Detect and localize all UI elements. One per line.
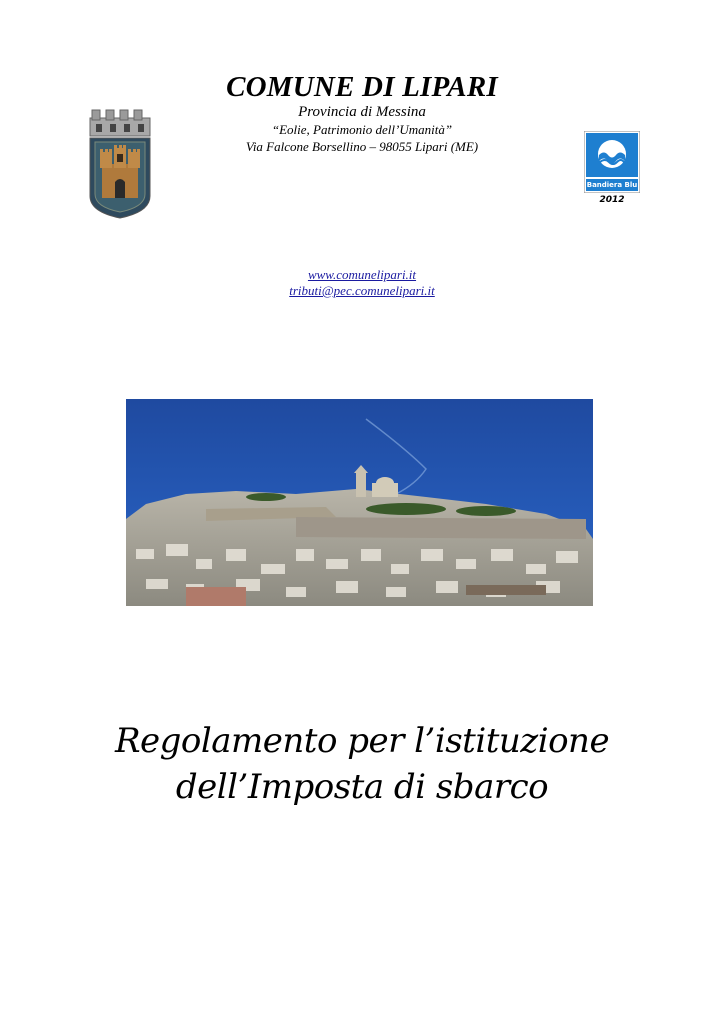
document-title-line-1: Regolamento per l’istituzione [114,721,610,761]
document-title-line-2: dell’Imposta di sbarco [175,767,549,807]
email-link[interactable]: tributi@pec.comunelipari.it [289,283,435,298]
document-title [80,718,644,810]
letterhead [200,70,524,155]
lipari-photo-illustration [126,399,593,606]
province-line: Provincia di Messina [298,104,426,120]
municipality-title: COMUNE DI LIPARI [226,71,498,103]
coat-of-arms [86,108,154,220]
bandiera-blu-label: Bandiera Blu [586,181,638,189]
coat-of-arms-icon [86,108,154,220]
contacts-block [200,267,524,299]
website-link[interactable]: www.comunelipari.it [307,267,417,282]
bandiera-blu-year: 2012 [599,195,625,205]
motto-line: “Eolie, Patrimonio dell’Umanità” [271,122,453,137]
bandiera-blu-badge [584,131,640,193]
lipari-castle-photo [126,399,593,606]
address-line: Via Falcone Borsellino – 98055 Lipari (ME) [245,139,479,154]
